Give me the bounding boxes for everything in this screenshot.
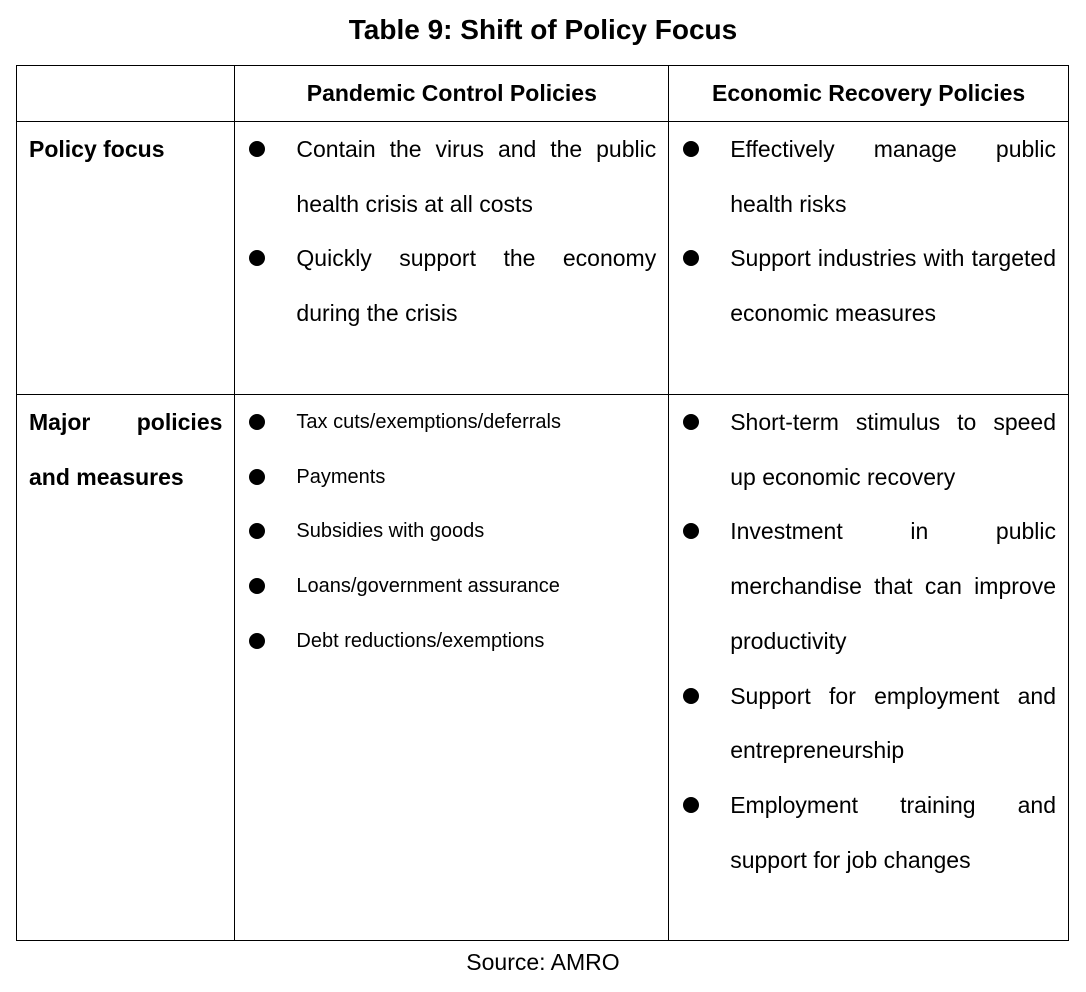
- list-item: [235, 559, 668, 614]
- list-item-text: Effectively manage public health risks: [730, 136, 1056, 217]
- bullet-icon: [683, 688, 699, 704]
- bullet-icon: [249, 141, 265, 157]
- row-label-major-policies: Major policies and measures: [17, 395, 235, 941]
- list-item-text: Debt reductions/exemptions: [296, 629, 545, 652]
- list-item-text: Support for employment and entrepreneurship: [730, 682, 1056, 764]
- bullet-list: [669, 395, 1068, 887]
- list-item-text: Payments: [296, 465, 386, 488]
- list-item: [235, 231, 668, 340]
- header-economic-recovery: Economic Recovery Policies: [669, 66, 1069, 122]
- list-item-text: Contain the virus and the public health crisis at all costs: [296, 136, 657, 217]
- table-title: Table 9: Shift of Policy Focus: [348, 14, 738, 45]
- bullet-icon: [683, 797, 699, 813]
- list-item: [235, 395, 668, 450]
- list-item-text: Loans/government assurance: [296, 575, 560, 598]
- list-item: [235, 504, 668, 559]
- bullet-list: [669, 122, 1068, 341]
- list-item-text: Support industries with targeted economic measures: [730, 245, 1056, 327]
- cell-major-policies-recovery: [669, 395, 1069, 941]
- bullet-icon: [249, 523, 265, 539]
- list-item: [669, 669, 1068, 778]
- list-item: [235, 614, 668, 669]
- list-item: [669, 504, 1068, 668]
- header-row: [17, 66, 1069, 122]
- list-item-text: Investment in public merchandise that can improve productivity: [730, 518, 1056, 654]
- header-pandemic-control: Pandemic Control Policies: [235, 66, 669, 122]
- bullet-icon: [249, 250, 265, 266]
- cell-policy-focus-pandemic: [235, 122, 669, 395]
- table-row-major-policies: [17, 395, 1069, 941]
- cell-policy-focus-recovery: [669, 122, 1069, 395]
- bullet-icon: [249, 633, 265, 649]
- list-item: [235, 450, 668, 505]
- list-item-text: Quickly support the economy during the crisis: [296, 245, 657, 327]
- header-empty-cell: [17, 66, 235, 122]
- list-item-text: Short-term stimulus to speed up economic recovery: [730, 409, 1056, 490]
- list-item-text: Subsidies with goods: [296, 520, 485, 543]
- list-item: [235, 122, 668, 231]
- bullet-icon: [683, 250, 699, 266]
- row-label-policy-focus: Policy focus: [17, 122, 235, 395]
- source-note: Source: AMRO: [466, 949, 620, 975]
- cell-major-policies-pandemic: [235, 395, 669, 941]
- list-item-text: Tax cuts/exemptions/deferrals: [296, 411, 561, 433]
- list-item: [669, 122, 1068, 231]
- bullet-icon: [683, 141, 699, 157]
- bullet-list: [235, 395, 668, 669]
- bullet-icon: [683, 523, 699, 539]
- list-item-text: Employment training and support for job changes: [730, 791, 1056, 873]
- list-item: [669, 231, 1068, 340]
- bullet-icon: [249, 578, 265, 594]
- bullet-icon: [249, 469, 265, 485]
- bullet-list: [235, 122, 668, 341]
- list-item: [669, 395, 1068, 504]
- table-row-policy-focus: [17, 122, 1069, 395]
- bullet-icon: [683, 414, 699, 430]
- list-item: [669, 778, 1068, 887]
- policy-table: [16, 65, 1069, 941]
- bullet-icon: [249, 414, 265, 430]
